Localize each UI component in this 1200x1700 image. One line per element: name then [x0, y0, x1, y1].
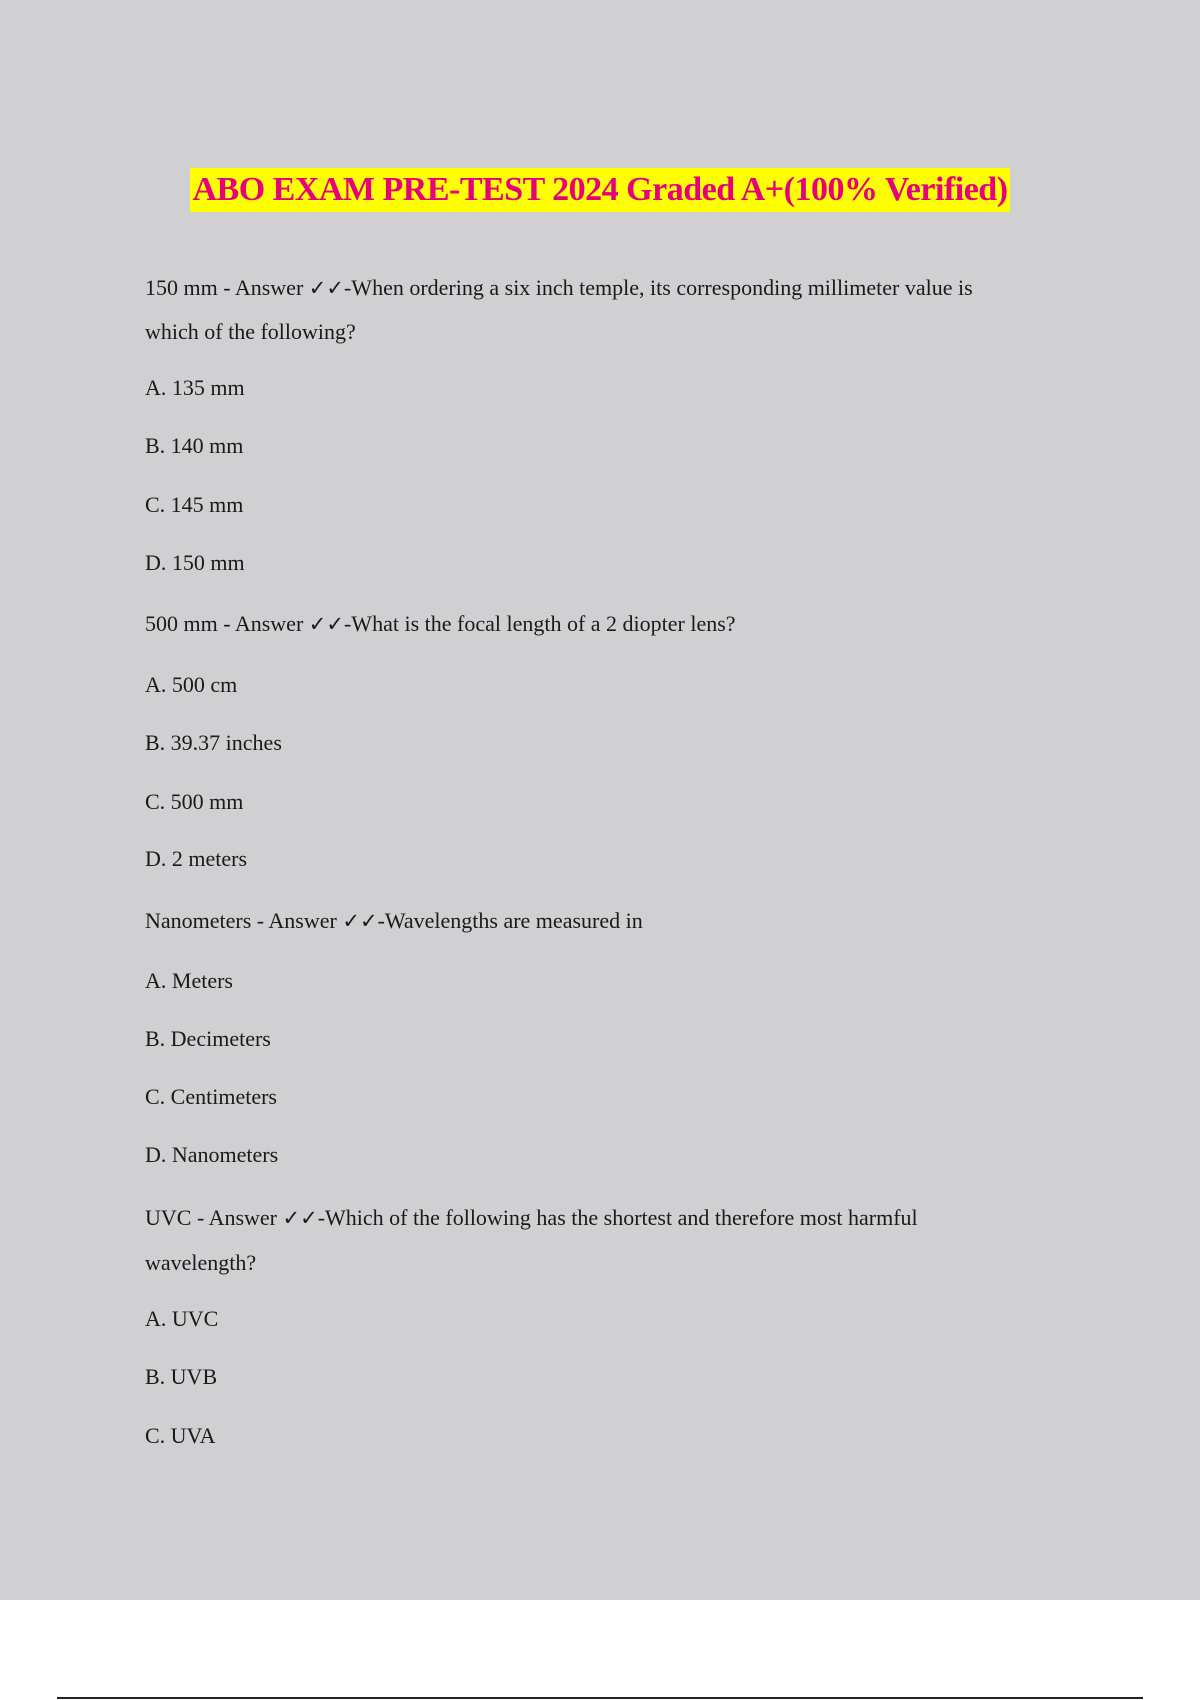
- option-item: B. 140 mm: [145, 433, 244, 458]
- option-item: D. Nanometers: [145, 1142, 279, 1167]
- option-item: C. Centimeters: [145, 1084, 277, 1109]
- answer-text: 150 mm: [145, 275, 218, 300]
- answer-separator: - Answer: [217, 275, 309, 300]
- option-item: A. Meters: [145, 968, 233, 993]
- question-text: -Which of the following has the shortest and therefore most harmful: [317, 1205, 918, 1230]
- option-item: C. 145 mm: [145, 492, 244, 517]
- option-item: C. UVA: [145, 1423, 216, 1448]
- answer-text: Nanometers: [145, 908, 252, 933]
- option-item: B. 39.37 inches: [145, 730, 282, 755]
- option-item: B. Decimeters: [145, 1026, 271, 1051]
- double-check-icon: ✓✓: [308, 276, 344, 300]
- title-row: [0, 168, 1200, 212]
- answer-separator: - Answer: [251, 908, 343, 933]
- question-text: -When ordering a six inch temple, its corresponding millimeter value is: [343, 275, 973, 300]
- question-continuation: which of the following?: [145, 319, 356, 344]
- next-page-divider: [57, 1697, 1143, 1699]
- question-line: [145, 610, 736, 638]
- question-line: [145, 274, 973, 302]
- answer-separator: - Answer: [217, 611, 309, 636]
- page-gap: [0, 1600, 1200, 1700]
- question-text: -What is the focal length of a 2 diopter lens?: [343, 611, 736, 636]
- option-item: A. 135 mm: [145, 375, 245, 400]
- answer-text: UVC: [145, 1205, 192, 1230]
- double-check-icon: ✓✓: [342, 909, 378, 933]
- option-item: B. UVB: [145, 1364, 218, 1389]
- double-check-icon: ✓✓: [308, 612, 344, 636]
- answer-text: 500 mm: [145, 611, 218, 636]
- option-item: A. UVC: [145, 1306, 219, 1331]
- question-continuation: wavelength?: [145, 1250, 257, 1275]
- answer-separator: - Answer: [191, 1205, 283, 1230]
- document-title: ABO EXAM PRE-TEST 2024 Graded A+(100% Verified): [190, 168, 1009, 212]
- option-item: A. 500 cm: [145, 672, 238, 697]
- question-line: [145, 1204, 918, 1232]
- double-check-icon: ✓✓: [282, 1206, 318, 1230]
- question-line: [145, 907, 643, 935]
- option-item: D. 2 meters: [145, 846, 248, 871]
- option-item: C. 500 mm: [145, 789, 244, 814]
- question-text: -Wavelengths are measured in: [377, 908, 643, 933]
- option-item: D. 150 mm: [145, 550, 245, 575]
